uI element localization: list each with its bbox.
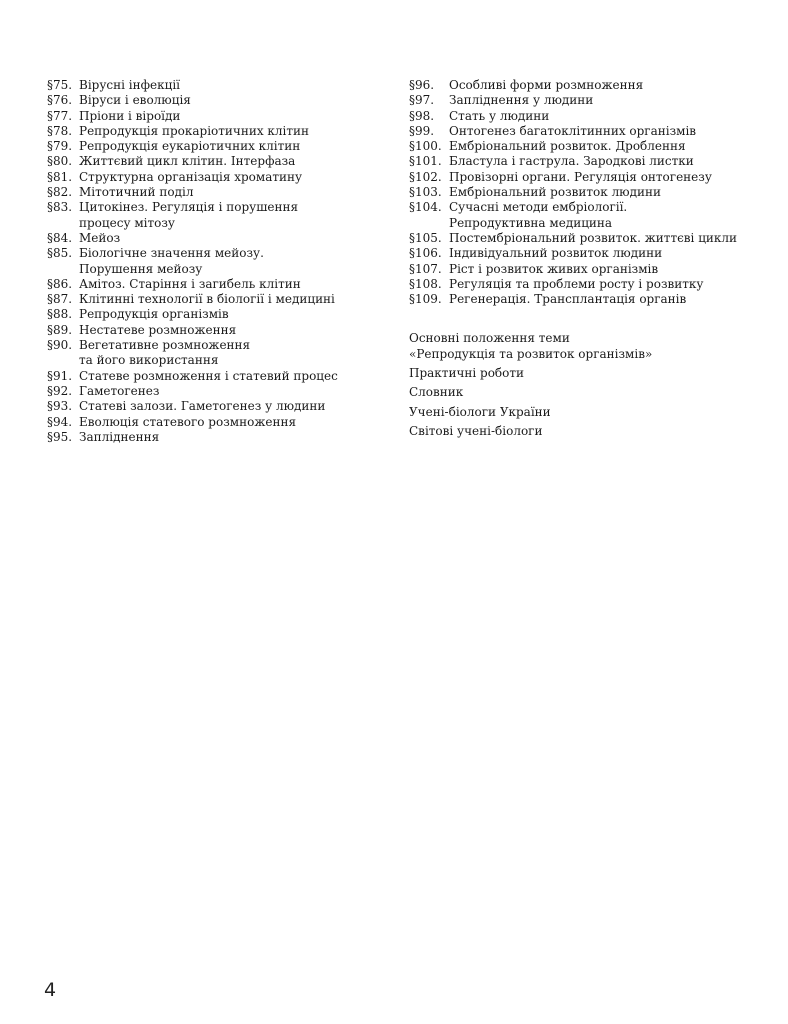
toc-entry[interactable]: [409, 231, 769, 246]
toc-entry-title: Статеві залози. Гаметогенез у людини: [79, 399, 326, 414]
toc-entry[interactable]: [47, 369, 387, 384]
toc-entry-number: §108.: [409, 276, 442, 291]
toc-entry-number: §75.: [47, 78, 73, 92]
toc-entry[interactable]: [409, 185, 769, 200]
toc-entry-title: Ембріональний розвиток. Дроблення: [449, 139, 686, 154]
toc-entry-title: процесу мітозу: [79, 215, 175, 230]
toc-entry-number: §96.: [409, 78, 435, 92]
toc-entry-title: Життєвий цикл клітин. Інтерфаза: [79, 154, 296, 169]
toc-entry-title: Індивідуальний розвиток людини: [449, 246, 663, 261]
toc-entry[interactable]: [47, 277, 387, 292]
toc-entry-title: Вірусні інфекції: [79, 78, 180, 92]
toc-entry-number: §103.: [409, 185, 442, 200]
toc-left-column: [47, 78, 387, 445]
world-biologists-link[interactable]: Світові учені-біологи: [409, 423, 543, 438]
toc-entry-title: Провізорні органи. Регуляція онтогенезу: [449, 169, 712, 184]
toc-entry-title: Клітинні технології в біології і медицині: [79, 292, 335, 307]
extra-sections: [409, 331, 769, 439]
toc-entry-title: Гаметогенез: [79, 383, 160, 398]
toc-entry-title: Статеве розмноження і статевий процес: [79, 368, 338, 383]
toc-entry-number: §109.: [409, 292, 442, 307]
toc-entry-number: §91.: [47, 368, 73, 383]
toc-entry-number: §92.: [47, 383, 73, 398]
summary-title-line1: Основні положення теми: [409, 331, 570, 346]
toc-entry[interactable]: [409, 246, 769, 261]
toc-entry[interactable]: [47, 109, 387, 124]
toc-entry-number: §82.: [47, 185, 73, 200]
toc-entry[interactable]: [409, 78, 769, 93]
toc-entry-number: §106.: [409, 246, 442, 261]
toc-entry-number: [47, 216, 79, 231]
toc-entry-number: §100.: [409, 139, 442, 154]
page-number: 4: [44, 979, 57, 1001]
toc-entry[interactable]: [47, 353, 387, 368]
toc-entry-title: Віруси і еволюція: [79, 93, 191, 108]
toc-entry[interactable]: [47, 262, 387, 277]
toc-entry[interactable]: [409, 216, 769, 231]
toc-entry-title: Пріони і віроїди: [79, 108, 181, 123]
toc-entry-title: Особливі форми розмноження: [449, 78, 644, 92]
toc-entry[interactable]: [409, 109, 769, 124]
toc-entry[interactable]: [409, 277, 769, 292]
toc-entry-title: Мітотичний поділ: [79, 185, 194, 200]
toc-entry-number: §78.: [47, 123, 73, 138]
toc-entry-number: §93.: [47, 399, 73, 414]
toc-entry[interactable]: [47, 384, 387, 399]
toc-entry-number: §86.: [47, 276, 73, 291]
toc-entry[interactable]: [47, 323, 387, 338]
toc-entry-number: §97.: [409, 93, 435, 108]
toc-entry[interactable]: [409, 262, 769, 277]
toc-entry-number: [47, 353, 79, 368]
toc-entry-number: §102.: [409, 169, 442, 184]
toc-entry-title: Вегетативне розмноження: [79, 338, 251, 353]
toc-entry-number: §76.: [47, 93, 73, 108]
toc-entry[interactable]: [409, 124, 769, 139]
toc-entry[interactable]: [47, 124, 387, 139]
toc-entry-number: §104.: [409, 200, 442, 215]
toc-entry[interactable]: [47, 338, 387, 353]
toc-entry-title: Нестатеве розмноження: [79, 322, 237, 337]
toc-entry[interactable]: [47, 200, 387, 215]
toc-entry-title: Біологічне значення мейозу.: [79, 246, 264, 261]
toc-entry-title: Еволюція статевого розмноження: [79, 414, 297, 429]
practical-works-link[interactable]: Практичні роботи: [409, 366, 525, 381]
toc-entry[interactable]: [47, 185, 387, 200]
toc-entry[interactable]: [47, 415, 387, 430]
toc-entry-number: §87.: [47, 292, 73, 307]
toc-entry-title: Запліднення: [79, 429, 160, 444]
toc-entry-number: §98.: [409, 108, 435, 123]
toc-entry-title: Структурна організація хроматину: [79, 169, 303, 184]
toc-entry-title: Регенерація. Трансплантація органів: [449, 292, 687, 307]
toc-entry-number: §80.: [47, 154, 73, 169]
ukrainian-biologists-link[interactable]: Учені-біологи України: [409, 404, 551, 419]
toc-entry-title: Постембріональний розвиток. життєві цикли: [449, 230, 738, 245]
toc-entry-number: §77.: [47, 108, 73, 123]
toc-entry-title: Регуляція та проблеми росту і розвитку: [449, 276, 704, 291]
toc-entry-title: Амітоз. Старіння і загибель клітин: [79, 276, 301, 291]
toc-entry-title: Порушення мейозу: [79, 261, 203, 276]
toc-entry-number: §105.: [409, 230, 442, 245]
toc-entry-number: §85.: [47, 246, 73, 261]
toc-entry-number: [47, 262, 79, 277]
toc-entry[interactable]: [47, 246, 387, 261]
toc-entry-title: Мейоз: [79, 230, 121, 245]
toc-entry-number: §83.: [47, 200, 73, 215]
toc-entry-number: §94.: [47, 414, 73, 429]
toc-entry-title: Репродукція еукаріотичних клітин: [79, 139, 301, 154]
toc-entry[interactable]: [47, 139, 387, 154]
toc-entry-title: Ембріональний розвиток людини: [449, 185, 662, 200]
toc-entry-title: Запліднення у людини: [449, 93, 594, 108]
toc-entry[interactable]: [409, 154, 769, 169]
toc-entry[interactable]: [47, 154, 387, 169]
toc-entry-number: §99.: [409, 123, 435, 138]
toc-entry-title: та його використання: [79, 353, 219, 368]
toc-entry-title: Ріст і розвиток живих організмів: [449, 261, 659, 276]
toc-entry[interactable]: [409, 292, 769, 307]
toc-entry-number: §107.: [409, 261, 442, 276]
toc-entry-title: Репродуктивна медицина: [449, 215, 613, 230]
toc-entry[interactable]: [47, 93, 387, 108]
toc-entry[interactable]: [47, 216, 387, 231]
toc-entry[interactable]: [47, 307, 387, 322]
toc-entry-number: §90.: [47, 338, 73, 353]
toc-entry[interactable]: [47, 292, 387, 307]
toc-entry[interactable]: [47, 231, 387, 246]
toc-entry-title: Репродукція організмів: [79, 307, 229, 322]
toc-entry[interactable]: [47, 78, 387, 93]
toc-entry-title: Онтогенез багатоклітинних організмів: [449, 123, 697, 138]
toc-entry-number: §88.: [47, 307, 73, 322]
toc-entry[interactable]: [409, 139, 769, 154]
toc-entry-number: §101.: [409, 154, 442, 169]
toc-entry[interactable]: [47, 170, 387, 185]
toc-entry-number: [409, 216, 449, 231]
toc-entry-number: §95.: [47, 429, 73, 444]
toc-entry[interactable]: [409, 93, 769, 108]
toc-entry[interactable]: [409, 200, 769, 215]
toc-entry-title: Стать у людини: [449, 108, 550, 123]
toc-entry-title: Цитокінез. Регуляція і порушення: [79, 200, 299, 215]
toc-entry-number: §81.: [47, 169, 73, 184]
toc-entry-title: Сучасні методи ембріології.: [449, 200, 628, 215]
toc-entry-title: Бластула і гаструла. Зародкові листки: [449, 154, 694, 169]
toc-entry-number: §89.: [47, 322, 73, 337]
toc-entry-number: §79.: [47, 139, 73, 154]
toc-entry-title: Репродукція прокаріотичних клітин: [79, 123, 310, 138]
summary-title-line2: «Репродукція та розвиток організмів»: [409, 346, 653, 361]
toc-entry-number: §84.: [47, 230, 73, 245]
toc-right-column: [409, 78, 769, 439]
toc-entry[interactable]: [47, 430, 387, 445]
toc-entry[interactable]: [47, 399, 387, 414]
toc-entry[interactable]: [409, 170, 769, 185]
glossary-link[interactable]: Словник: [409, 385, 464, 400]
